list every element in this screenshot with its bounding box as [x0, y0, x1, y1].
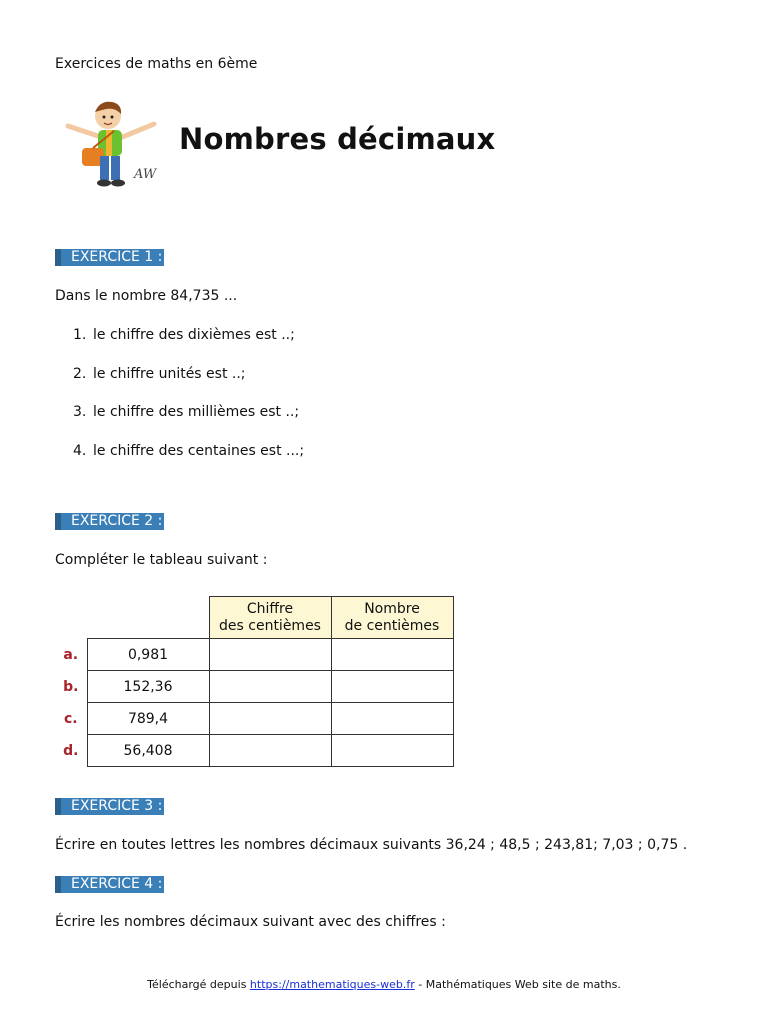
decimal-table — [55, 596, 454, 767]
list-item — [73, 404, 299, 420]
footer-link[interactable]: https://mathematiques-web.fr — [249, 978, 415, 991]
row-label: b. — [63, 678, 79, 695]
exercise-3-text: Écrire en toutes lettres les nombres décimaux suivants 36,24 ; 48,5 ; 243,81; 7,03 ; 0,75 . — [55, 837, 688, 853]
table-row — [55, 703, 453, 735]
list-item-number: 4. — [73, 443, 87, 459]
answer-cell — [209, 735, 331, 767]
row-label: c. — [63, 710, 78, 727]
exercise-2-badge: EXERCICE 2 : — [55, 513, 164, 530]
header-nombre-centiemes: Nombre de centièmes — [331, 597, 453, 639]
table-row — [55, 639, 453, 671]
list-item-text: le chiffre des millièmes est ..; — [93, 404, 300, 420]
answer-cell — [209, 671, 331, 703]
svg-text:AW: AW — [134, 167, 157, 182]
exercise-2-intro: Compléter le tableau suivant : — [55, 552, 268, 568]
answer-cell — [209, 703, 331, 735]
row-value: 789,4 — [87, 703, 209, 735]
row-value: 56,408 — [87, 735, 209, 767]
list-item — [73, 366, 246, 382]
row-label: d. — [63, 742, 79, 759]
answer-cell — [209, 639, 331, 671]
exercise-4-text: Écrire les nombres décimaux suivant avec des chiffres : — [55, 914, 446, 930]
list-item-number: 1. — [73, 327, 87, 343]
boy-mascot-logo — [62, 98, 162, 192]
table-header-row — [55, 597, 453, 639]
page-title: Nombres décimaux — [179, 122, 496, 156]
row-value: 152,36 — [87, 671, 209, 703]
list-item-text: le chiffre unités est ..; — [93, 366, 246, 382]
table-row — [55, 671, 453, 703]
list-item-text: le chiffre des dixièmes est ..; — [93, 327, 295, 343]
table-row — [55, 735, 453, 767]
header-chiffre-centiemes: Chiffre des centièmes — [209, 597, 331, 639]
answer-cell — [331, 735, 453, 767]
list-item — [73, 327, 295, 343]
exercise-1-intro: Dans le nombre 84,735 ... — [55, 288, 238, 304]
answer-cell — [331, 671, 453, 703]
list-item-text: le chiffre des centaines est ...; — [93, 443, 305, 459]
row-value: 0,981 — [87, 639, 209, 671]
page-footer — [0, 978, 768, 991]
exercise-4-badge: EXERCICE 4 : — [55, 876, 164, 893]
footer-suffix: - Mathématiques Web site de maths. — [414, 978, 621, 991]
answer-cell — [331, 703, 453, 735]
exercise-1-badge: EXERCICE 1 : — [55, 249, 164, 266]
footer-prefix: Téléchargé depuis — [147, 978, 250, 991]
exercise-3-badge: EXERCICE 3 : — [55, 798, 164, 815]
row-label: a. — [63, 646, 79, 663]
list-item-number: 2. — [73, 366, 87, 382]
list-item — [73, 443, 304, 459]
document-header-label: Exercices de maths en 6ème — [55, 56, 258, 72]
answer-cell — [331, 639, 453, 671]
list-item-number: 3. — [73, 404, 87, 420]
